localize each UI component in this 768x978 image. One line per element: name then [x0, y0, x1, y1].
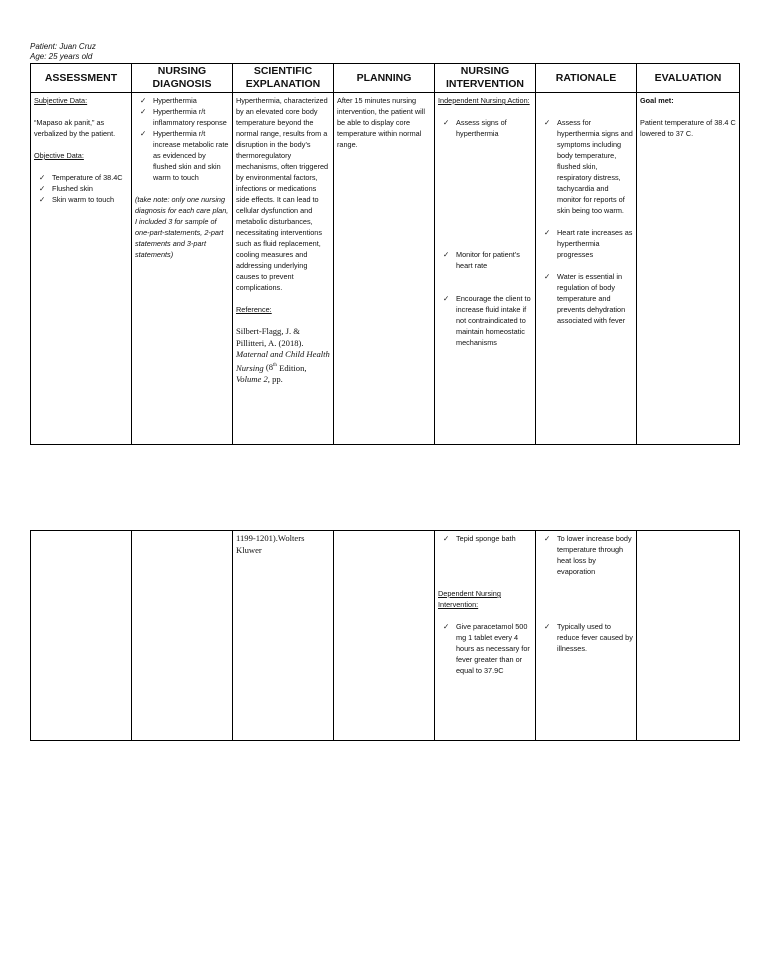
explanation-cell — [233, 93, 334, 445]
intervention-item: ✓ Monitor for patient’s heart rate — [456, 249, 532, 271]
objective-item: ✓ Temperature of 38.4C — [52, 172, 128, 183]
objective-item: ✓ Flushed skin — [52, 183, 128, 194]
explanation-text: Hyperthermia, characterized by an elevated core body temperature beyond the normal range, results from a disruption in the body’s thermoregulatory mechanisms, often triggered by environmental factors, infections or medications side effects. It can lead to cellular dysfunction and metabolic disturbances, necessitating interventions such as fluid replacement, cooling measures and addressing underlying causes to prevent complications. — [236, 96, 329, 292]
header-explanation: SCIENTIFIC EXPLANATION — [233, 64, 334, 93]
independent-list — [438, 117, 532, 348]
care-plan-table-page1 — [30, 63, 740, 445]
dependent-list — [438, 621, 532, 676]
objective-list — [34, 172, 128, 205]
diagnosis-list — [135, 95, 229, 183]
header-rationale: RATIONALE — [536, 64, 637, 93]
diagnosis-cell — [132, 93, 233, 445]
patient-name: Patient: Juan Cruz — [30, 42, 96, 51]
independent-title: Independent Nursing Action: — [438, 96, 530, 105]
rationale-item: ✓ Assess for hyperthermia signs and symptoms including body temperature, flushed skin, respiratory distress, tachycardia and monitor for reports of skin being too warm. — [557, 117, 633, 216]
reference-authors: Silbert-Flagg, J. & Pillitteri, A. (2018). — [236, 326, 304, 348]
rationale-cell-cont — [536, 531, 637, 741]
rationale-list-cont — [539, 533, 633, 654]
evaluation-title: Goal met: — [640, 96, 674, 105]
planning-cell-cont — [334, 531, 435, 741]
intervention-item: ✓ Encourage the client to increase fluid intake if not contraindicated to maintain homeostatic mechanisms — [456, 293, 532, 348]
reference-pp: pp. — [272, 373, 283, 384]
planning-cell — [334, 93, 435, 445]
rationale-item: ✓ Water is essential in regulation of body temperature and prevents dehydration associated with fever — [557, 271, 633, 326]
care-plan-table-page2 — [30, 530, 740, 741]
dependent-item: ✓ Give paracetamol 500 mg 1 tablet every 4 hours as necessary for fever greater than or equal to 37.9C — [456, 621, 532, 676]
dependent-title: Dependent Nursing Intervention: — [438, 589, 501, 609]
rationale-item: ✓ To lower increase body temperature through heat loss by evaporation — [557, 533, 633, 577]
intervention-item: ✓ Tepid sponge bath — [456, 533, 532, 544]
assessment-cell — [31, 93, 132, 445]
reference-edition-word: Edition, — [279, 362, 307, 373]
header-evaluation: EVALUATION — [637, 64, 740, 93]
rationale-item: ✓ Heart rate increases as hyperthermia progresses — [557, 227, 633, 260]
header-diagnosis: NURSING DIAGNOSIS — [132, 64, 233, 93]
diagnosis-cell-cont — [132, 531, 233, 741]
header-intervention: NURSING INTERVENTION — [435, 64, 536, 93]
subjective-text: “Mapaso ak panit,” as verbalized by the patient. — [34, 118, 116, 138]
intervention-item: ✓ Assess signs of hyperthermia — [456, 117, 532, 139]
assessment-cell-cont — [31, 531, 132, 741]
continuation-row — [31, 531, 740, 741]
intervention-cell-cont — [435, 531, 536, 741]
patient-age: Age: 25 years old — [30, 52, 93, 61]
rationale-item: ✓ Typically used to reduce fever caused by illnesses. — [557, 621, 633, 654]
reference-continued: 1199-1201).Wolters Kluwer — [236, 533, 305, 555]
reference-edition: (8th — [265, 362, 277, 373]
patient-header — [30, 42, 96, 62]
rationale-cell — [536, 93, 637, 445]
diagnosis-item: ✓ Hyperthermia r/t inflammatory response — [153, 106, 229, 128]
explanation-cell-cont — [233, 531, 334, 741]
header-assessment: ASSESSMENT — [31, 64, 132, 93]
objective-item: ✓ Skin warm to touch — [52, 194, 128, 205]
rationale-list — [539, 117, 633, 326]
evaluation-text: Patient temperature of 38.4 C lowered to 37 C. — [640, 118, 736, 138]
intervention-cell — [435, 93, 536, 445]
header-planning: PLANNING — [334, 64, 435, 93]
independent-list-cont — [438, 533, 532, 544]
diagnosis-note: (take note: only one nursing diagnosis for each care plan, I included 3 for sample of one-part-statements, 2-part statements and 3-part statements) — [135, 195, 229, 259]
subjective-title: Subjective Data: — [34, 96, 88, 105]
evaluation-cell — [637, 93, 740, 445]
objective-title: Objective Data: — [34, 151, 84, 160]
reference-book: Maternal and Child Health Nursing — [236, 349, 330, 373]
content-row — [31, 93, 740, 445]
diagnosis-item: ✓ Hyperthermia — [153, 95, 229, 106]
reference-citation — [236, 326, 330, 385]
reference-volume: Volume 2, — [236, 373, 270, 384]
reference-title: Reference: — [236, 305, 272, 314]
evaluation-cell-cont — [637, 531, 740, 741]
header-row — [31, 64, 740, 93]
planning-text: After 15 minutes nursing intervention, the patient will be able to display core temperature within normal range. — [337, 96, 426, 149]
diagnosis-item: ✓ Hyperthermia r/t increase metabolic rate as evidenced by flushed skin and skin warm to touch — [153, 128, 229, 183]
